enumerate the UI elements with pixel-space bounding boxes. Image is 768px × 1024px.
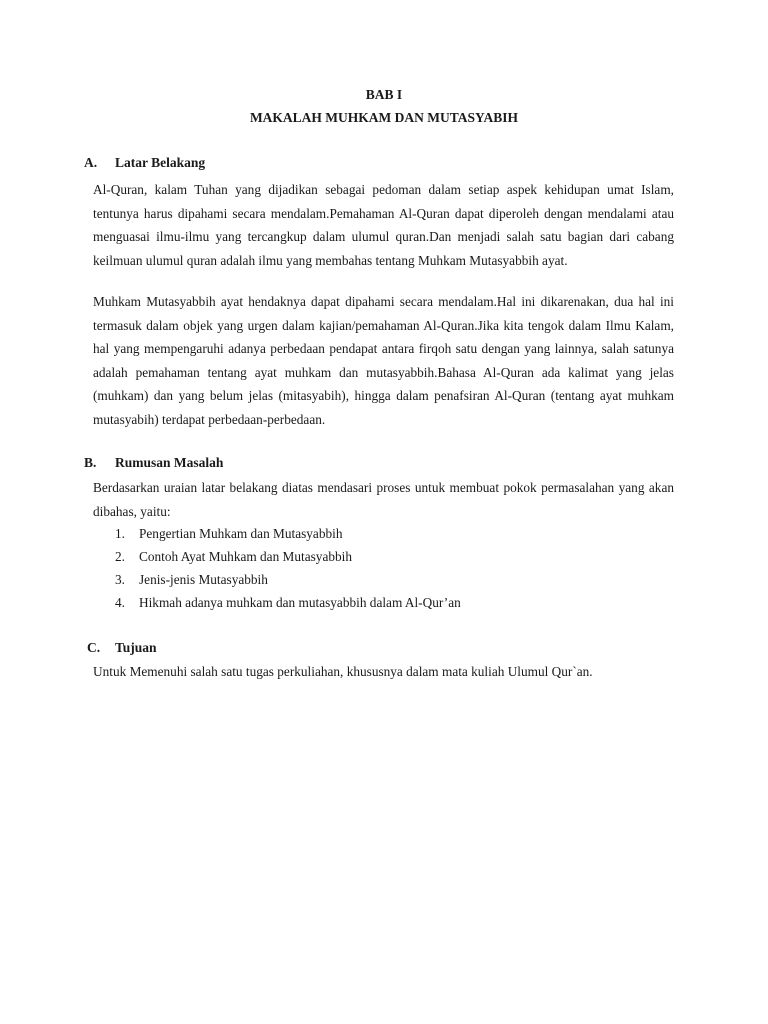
- paragraph-latar-belakang-1: Al-Quran, kalam Tuhan yang dijadikan sebagai pedoman dalam setiap aspek kehidupan umat Islam, tentunya harus dipahami secara mendalam.Pemahaman Al-Quran dapat diperoleh dengan mendalami atau menguasai ilmu-ilmu yang tercangkup dalam ulumul quran.Dan menjadi salah satu bagian dari cabang keilmuan ulumul quran adalah ilmu yang membahas tentang Muhkam Mutasyabbih ayat.: [93, 182, 674, 268]
- section-letter: B.: [84, 455, 97, 470]
- list-item-text: Hikmah adanya muhkam dan mutasyabbih dalam Al-Qur’an: [139, 595, 461, 610]
- list-item-number: 2.: [115, 549, 125, 564]
- section-heading-tujuan: [87, 640, 157, 656]
- document-title: MAKALAH MUHKAM DAN MUTASYABIH: [249, 110, 519, 125]
- list-item: [115, 568, 461, 591]
- paragraph-rumusan-masalah-intro: Berdasarkan uraian latar belakang diatas mendasari proses untuk membuat pokok permasalahan yang akan dibahas, yaitu:: [93, 480, 674, 519]
- list-item-number: 1.: [115, 526, 125, 541]
- section-heading-rumusan-masalah: [84, 455, 223, 471]
- section-title: Latar Belakang: [115, 155, 206, 170]
- chapter-label: BAB I: [365, 87, 403, 102]
- list-item: [115, 522, 461, 545]
- list-item-text: Jenis-jenis Mutasyabbih: [139, 572, 268, 587]
- list-item-number: 3.: [115, 572, 125, 587]
- list-item-text: Pengertian Muhkam dan Mutasyabbih: [139, 526, 343, 541]
- list-item: [115, 545, 461, 568]
- problem-list: [115, 522, 461, 614]
- section-heading-latar-belakang: [84, 155, 205, 171]
- section-title: Rumusan Masalah: [115, 455, 224, 470]
- paragraph-latar-belakang-2: Muhkam Mutasyabbih ayat hendaknya dapat dipahami secara mendalam.Hal ini dikarenakan, dua hal ini termasuk dalam objek yang urgen dalam kajian/pemahaman Al-Quran.Jika kita tengok dalam Ilmu Kalam, hal yang mempengaruhi adanya perbedaan pendapat antara firqoh satu dengan yang lainnya, salah satunya adalah pemahaman tentang ayat muhkam dan mutasyabbih.Bahasa Al-Quran ada kalimat yang jelas (muhkam) dan yang belum jelas (mitasyabih), hingga dalam penafsiran Al-Quran (tentang ayat muhkam mutasyabih) terdapat perbedaan-perbedaan.: [93, 294, 674, 427]
- paragraph-tujuan: Untuk Memenuhi salah satu tugas perkuliahan, khususnya dalam mata kuliah Ulumul Qur`an.: [93, 664, 593, 679]
- section-letter: C.: [87, 640, 101, 655]
- list-item-text: Contoh Ayat Muhkam dan Mutasyabbih: [139, 549, 352, 564]
- list-item-number: 4.: [115, 595, 125, 610]
- list-item: [115, 591, 461, 614]
- section-title: Tujuan: [115, 640, 157, 655]
- section-letter: A.: [84, 155, 98, 170]
